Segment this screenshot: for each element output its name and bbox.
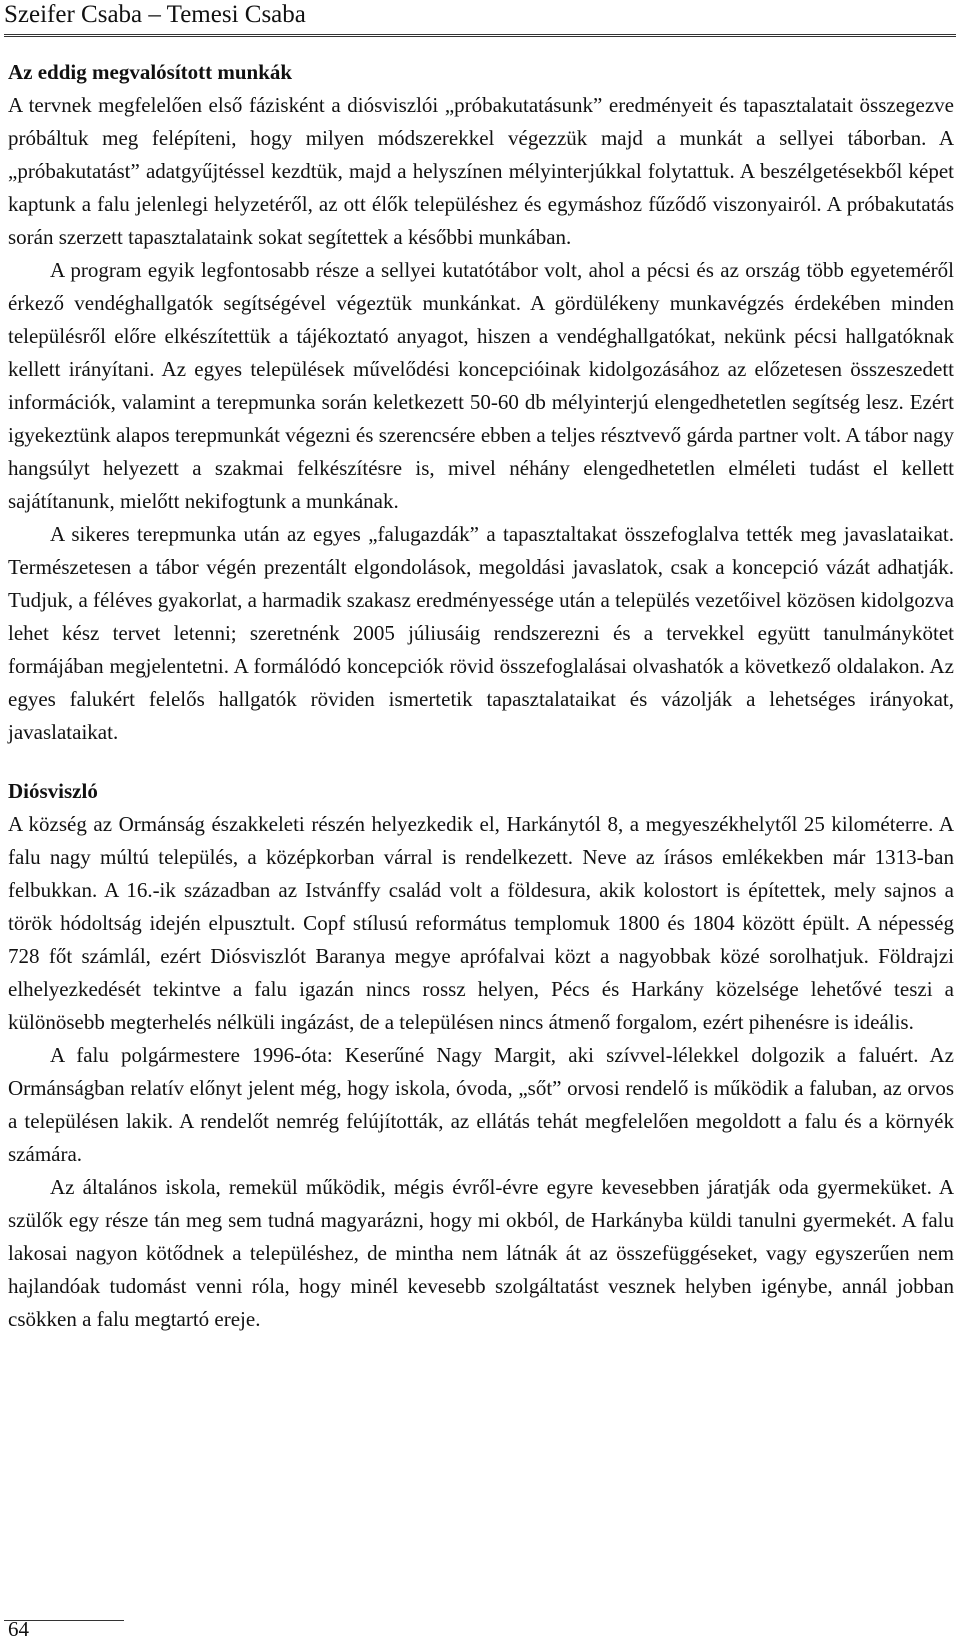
paragraph: A program egyik legfontosabb része a sellyei kutatótábor volt, ahol a pécsi és az ország több egyeteméről érkező vendéghallgatók segítségével végeztük munkánkat. A gördülékeny munkavégzés érdekében minden településről előre elkészítettük a tájékoztató anyagot, hiszen a vendéghallgatókat, nekünk pécsi hallgatóknak kellett irányítani. Az egyes települések művelődési koncepcióinak kidolgozásához az előzetesen összeszedett információk, valamint a terepmunka során keletkezett 50-60 db mélyinterjú elengedhetetlen segítség lesz. Ezért igyekeztünk alapos terepmunkát végezni és szerencsére ebben a teljes résztvevő gárda partner volt. A tábor nagy hangsúlyt helyezett a szakmai felkészítésre is, mivel néhány elengedhetetlen elméleti tudást el kellett sajátítanunk, mielőtt nekifogtunk a munkának. bbox=[8, 258, 954, 513]
paragraph: A község az Ormánság északkeleti részén helyezkedik el, Harkánytól 8, a megyeszékhelytől 25 kilométerre. A falu nagy múltú település, a középkorban várral is rendelkezett. Neve az írásos emlékekben már 1313-ban felbukkan. A 16.-ik században az Istvánffy család volt a földesura, akik kolostort is építettek, mely sajnos a török hódoltság idején elpusztult. Copf stílusú református templomuk 1800 és 1804 között épült. A népesség 728 főt számlál, ezért Diósviszlót Baranya megye aprófalvai közt a nagyobbak közé sorolhatjuk. Földrajzi elhelyezkedését tekintve a falu igazán nincs rossz helyen, Pécs és Harkány közelsége lehetővé teszi a különösebb megterhelés nélküli ingázást, de a településen nincs átmenő forgalom, ezért pihenésre is ideális. bbox=[8, 812, 954, 1034]
page-number: 64 bbox=[8, 1617, 29, 1641]
section-heading-works: Az eddig megvalósított munkák bbox=[8, 60, 293, 84]
running-header bbox=[4, 0, 956, 37]
page-body bbox=[8, 56, 954, 1336]
section-heading-diosviszlo: Diósviszló bbox=[8, 779, 98, 803]
running-title: Szeifer Csaba – Temesi Csaba bbox=[4, 1, 306, 28]
paragraph: A tervnek megfelelően első fázisként a diósviszlói „próbakutatásunk” eredményeit és tapasztalatait összegezve próbáltuk meg felépíteni, hogy milyen módszerekkel végezzük majd a munkát a sellyei táborban. A „próbakutatást” adatgyűjtéssel kezdtük, majd a helyszínen mélyinterjúkkal folytattuk. A beszélgetésekből képet kaptunk a falu jelenlegi helyzetéről, az ott élők településhez és egymáshoz fűződő viszonyairól. A próbakutatás során szerzett tapasztalataink sokat segítettek a későbbi munkában. bbox=[8, 93, 954, 249]
paragraph: Az általános iskola, remekül működik, mégis évről-évre egyre kevesebben járatják oda gyermeküket. A szülők egy része tán meg sem tudná magyarázni, hogy mi okból, de Harkányba küldi tanulni gyermekét. A falu lakosai nagyon kötődnek a településhez, de mintha nem látnák át az összefüggéseket, vagy egyszerűen nem hajlandóak tudomást venni róla, hogy minél kevesebb szolgáltatást vesznek helyben igénybe, annál jobban csökken a falu megtartó ereje. bbox=[8, 1175, 954, 1331]
paragraph: A falu polgármestere 1996-óta: Keserűné Nagy Margit, aki szívvel-lélekkel dolgozik a faluért. Az Ormánságban relatív előnyt jelent még, hogy iskola, óvoda, „sőt” orvosi rendelő is működik a faluban, az orvos a településen lakik. A rendelőt nemrég felújították, az ellátás tehát megfelelően megoldott a falu és a környék számára. bbox=[8, 1043, 954, 1166]
paragraph: A sikeres terepmunka után az egyes „falugazdák” a tapasztaltakat összefoglalva tették meg javaslataikat. Természetesen a tábor végén prezentált elgondolások, megoldási javaslatok, csak a koncepció vázát adhatják. Tudjuk, a féléves gyakorlat, a harmadik szakasz eredményessége után a település vezetőivel közösen kidolgozva lehet kész tervet letenni; szeretnénk 2005 júliusáig rendszerezni és a tervekkel együtt tanulmánykötet formájában megjelentetni. A formálódó koncepciók rövid összefoglalásai olvashatók a következő oldalakon. Az egyes falukért felelős hallgatók röviden ismertetik tapasztalataikat és vázolják a lehetséges irányokat, javaslataikat. bbox=[8, 522, 954, 744]
